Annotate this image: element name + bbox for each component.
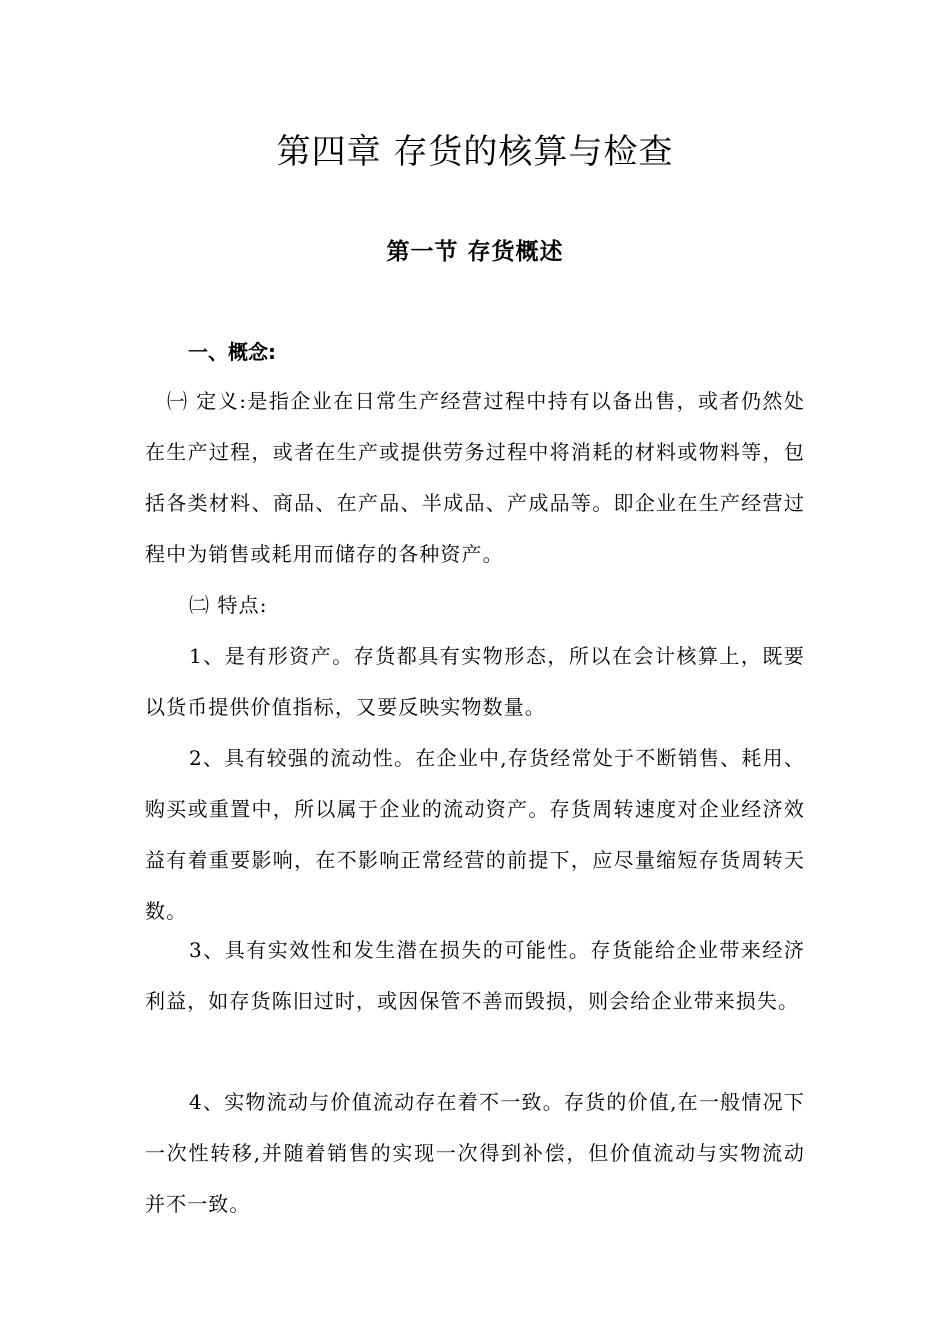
section-title: 第一节 存货概述 bbox=[386, 239, 564, 265]
chapter-title: 第四章 存货的核算与检查 bbox=[276, 132, 674, 172]
feature-paragraph-2: 2、具有较强的流动性。在企业中,存货经常处于不断销售、耗用、购买或重置中，所以属于企业的流动资产。存货周转速度对企业经济效益有着重要影响，在不影响正常经营的前提下，应尽量缩短存货周转天数。 bbox=[145, 746, 805, 923]
definition-paragraph: ㈠ 定义:是指企业在日常生产经营过程中持有以备出售，或者仍然处在生产过程，或者在生产或提供劳务过程中将消耗的材料或物料等，包括各类材料、商品、在产品、半成品、产成品等。即企业在生产经营过程中为销售或耗用而储存的各种资产。 bbox=[145, 389, 805, 566]
feature-paragraph-1: 1、是有形资产。存货都具有实物形态，所以在会计核算上，既要以货币提供价值指标，又要反映实物数量。 bbox=[145, 644, 805, 719]
feature-paragraph-4: 4、实物流动与价值流动存在着不一致。存货的价值,在一般情况下一次性转移,并随着销售的实现一次得到补偿，但价值流动与实物流动并不一致。 bbox=[145, 1090, 805, 1216]
features-label: ㈡ 特点: bbox=[189, 593, 268, 617]
feature-paragraph-3: 3、具有实效性和发生潜在损失的可能性。存货能给企业带来经济利益，如存货陈旧过时，或因保管不善而毁损，则会给企业带来损失。 bbox=[145, 938, 805, 1013]
concept-heading: 一、概念: bbox=[188, 340, 276, 364]
